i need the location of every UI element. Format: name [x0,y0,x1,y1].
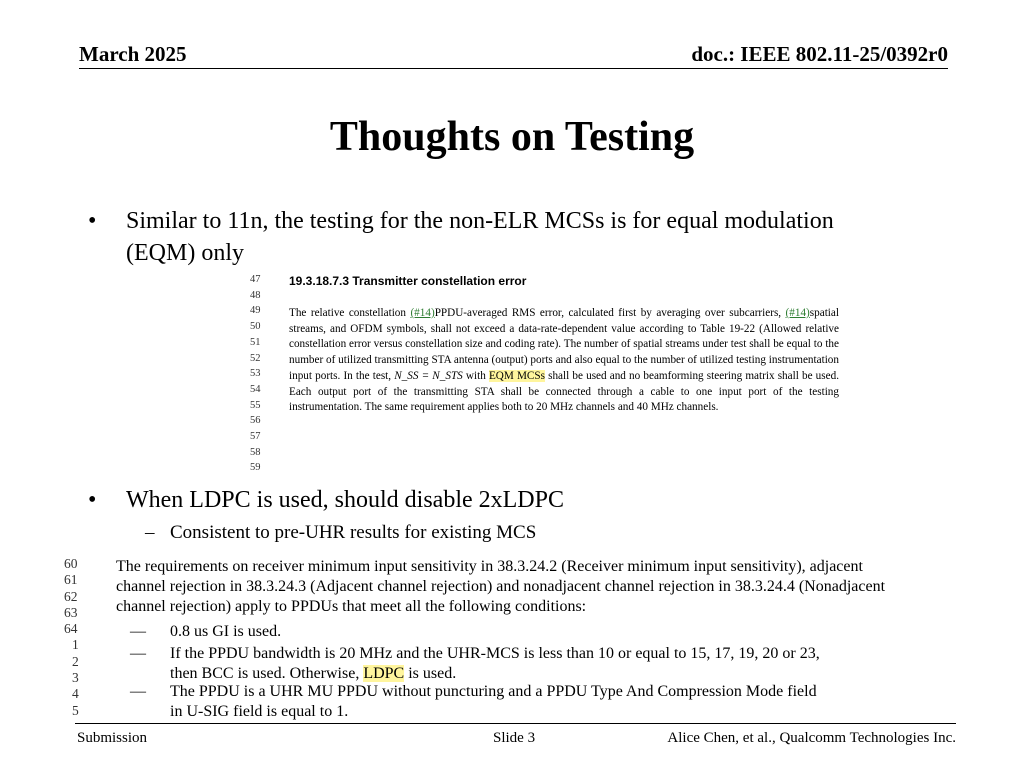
slide-title: Thoughts on Testing [329,114,695,160]
footer-submission: Submission [77,730,148,746]
excerpt-text: shall be used and no beamforming steering matrix shall be used. Each output port of the transmitting STA shall be connected through a cable to one input port of the testing instrumentation. The same requirement applies both to 20 MHz channels and 40 MHz channels. [289,369,839,414]
footer-authors: Alice Chen, et al., Qualcomm Technologies Inc. [667,730,956,746]
footer-slide-number: Slide 3 [493,730,536,746]
ref-link[interactable]: (#14) [785,307,810,319]
line-number: 52 [250,352,261,364]
condition-text-line: in U-SIG field is equal to 1. [170,703,349,720]
line-number: 49 [250,305,261,317]
line-number: 59 [250,462,261,474]
line-numbers [250,272,261,476]
line-number: 64 [64,621,78,637]
line-number: 61 [64,572,78,588]
line-number: 1 [72,637,79,653]
condition-text-line: then BCC is used. Otherwise, [170,665,364,682]
excerpt-intro: The requirements on receiver minimum input sensitivity in 38.3.24.2 (Receiver minimum input sensitivity), adjacent channel rejection in 38.3.24.3 (Adjacent channel rejection) and nonadjacent channel rejection in 38.3.24.4 (Nonadjacent channel rejection) apply to PPDUs that meet all the following conditions: [116,558,886,615]
line-number: 54 [250,383,261,395]
item-dash: — [130,645,146,662]
bullet-text-2: When LDPC is used, should disable 2xLDPC [126,487,564,513]
item-dash: — [130,683,146,700]
excerpt-text: spatial streams, and OFDM symbols, shall not exceed a data-rate-dependent value according to Table 19-22 (Allowed relative constellation error versus constellation size and coding rate). The number of spatial streams under test shall be equal to the number of utilized transmitting STA antenna (output) ports and also equal to the number of utilized testing instrumentation input ports. In the test, [289,307,839,382]
condition-text: 0.8 us GI is used. [170,623,282,640]
line-number: 60 [64,556,78,571]
line-number: 63 [64,604,78,620]
equation: N_SS = N_STS [394,369,463,382]
header-doc-id: doc.: IEEE 802.11-25/0392r0 [691,42,948,66]
line-numbers [64,556,79,719]
line-number: 57 [250,431,261,443]
header-date: March 2025 [79,42,187,66]
line-number: 55 [250,399,261,411]
excerpt-text: The relative constellation [289,307,411,319]
line-number: 62 [64,588,78,604]
bullet-dot: • [88,208,97,234]
line-number: 53 [250,368,261,380]
excerpt-text: PPDU-averaged RMS error, calculated first by averaging over subcarriers, [434,307,786,319]
line-number: 5 [72,702,79,718]
highlight-eqm-mcss: EQM MCSs [488,369,545,382]
excerpt-text: with [462,369,489,382]
condition-text-line: The PPDU is a UHR MU PPDU without puncturing and a PPDU Type And Compression Mode field [170,683,817,700]
sub-bullet-text: Consistent to pre-UHR results for existing MCS [170,522,537,543]
line-number: 4 [72,686,79,702]
excerpt-heading: 19.3.18.7.3 Transmitter constellation error [289,274,527,288]
spec-excerpt-transmitter-constellation-error [247,270,841,474]
line-number: 56 [250,415,261,427]
condition-text-line: If the PPDU bandwidth is 20 MHz and the UHR-MCS is less than 10 or equal to 15, 17, 19, 20 or 23, [170,645,820,662]
line-number: 3 [72,670,79,686]
line-number: 47 [250,274,261,285]
condition-text [170,682,910,722]
bullet-dot: • [88,487,97,513]
bullet-text-1: Similar to 11n, the testing for the non-ELR MCSs is for equal modulation (EQM) only [126,208,834,266]
slide-header [79,42,948,69]
item-dash: — [130,623,146,640]
slide-footer [75,723,956,752]
condition-text [170,644,910,684]
condition-text-line: is used. [404,665,457,682]
spec-excerpt-receiver-requirements [64,556,914,722]
highlight-ldpc: LDPC [363,665,405,682]
line-number: 50 [250,321,261,333]
ref-link[interactable]: (#14) [410,307,435,319]
line-number: 48 [250,289,261,301]
line-number: 51 [250,336,261,348]
sub-bullet-dash: – [145,522,155,543]
line-number: 58 [250,446,261,458]
line-number: 2 [72,653,79,669]
excerpt-body [289,306,839,416]
